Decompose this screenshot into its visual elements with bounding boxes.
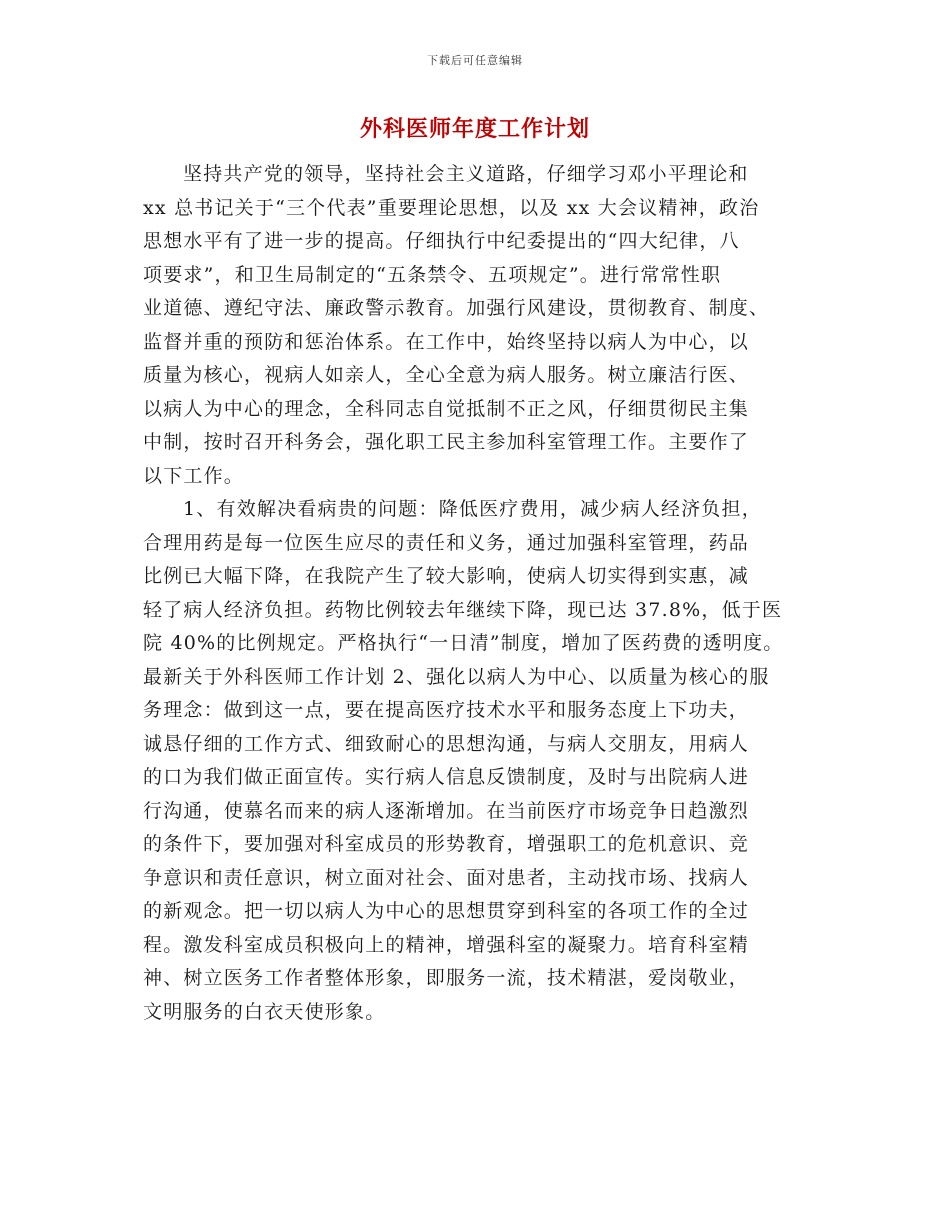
body-line: 监督并重的预防和惩治体系。在工作中，始终坚持以病人为中心，以 — [143, 330, 750, 353]
body-line: 以下工作。 — [143, 464, 245, 487]
body-line: 的新观念。把一切以病人为中心的思想贯穿到科室的各项工作的全过 — [143, 900, 750, 922]
body-line: 务理念：做到这一点，要在提高医疗技术水平和服务态度上下功夫， — [143, 699, 750, 721]
body-line: 最新关于外科医师工作计划 2、强化以病人为中心、以质量为核心的服 — [143, 665, 770, 688]
body-line: 神、树立医务工作者整体形象，即服务一流，技术精湛，爱岗敬业， — [143, 967, 750, 989]
body-line: 项要求”，和卫生局制定的“五条禁令、五项规定”。进行常常性职 — [143, 263, 722, 286]
body-line: 合理用药是每一位医生应尽的责任和义务，通过加强科室管理，药品 — [143, 531, 750, 554]
body-line: 的口为我们做正面宣传。实行病人信息反馈制度，及时与出院病人进 — [143, 766, 750, 788]
body-line: xx 总书记关于“三个代表”重要理论思想，以及 xx 大会议精神，政治 — [143, 196, 760, 219]
header-note: 下载后可任意编辑 — [427, 54, 523, 67]
body-line: 文明服务的白衣天使形象。 — [143, 1000, 386, 1023]
body-line: 轻了病人经济负担。药物比例较去年继续下降，现已达 37.8%，低于医 — [143, 598, 783, 621]
body-line: 1、有效解决看病贵的问题：降低医疗费用，减少病人经济负担， — [183, 498, 762, 520]
body-line: 中制，按时召开科务会，强化职工民主参加科室管理工作。主要作了 — [143, 431, 750, 453]
body-line: 院 40%的比例规定。严格执行“一日清”制度，增加了医药费的透明度。 — [143, 632, 784, 654]
body-line: 以病人为中心的理念，全科同志自觉抵制不正之风，仔细贯彻民主集 — [143, 397, 750, 420]
body-line: 程。激发科室成员积极向上的精神，增强科室的凝聚力。培育科室精 — [143, 933, 750, 956]
body-line: 坚持共产党的领导，坚持社会主义道路，仔细学习邓小平理论和 — [183, 163, 749, 185]
document-body — [143, 158, 843, 1029]
body-line: 思想水平有了进一步的提高。仔细执行中纪委提出的“四大纪律，八 — [143, 230, 740, 252]
body-line: 的条件下，要加强对科室成员的形势教育，增强职工的危机意识、竞 — [143, 833, 750, 855]
body-line: 质量为核心，视病人如亲人，全心全意为病人服务。树立廉洁行医、 — [143, 364, 750, 386]
body-line: 诚恳仔细的工作方式、细致耐心的思想沟通，与病人交朋友，用病人 — [143, 732, 750, 755]
body-line: 行沟通，使慕名而来的病人逐渐增加。在当前医疗市场竞争日趋激烈 — [143, 799, 750, 822]
body-line: 争意识和责任意识，树立面对社会、面对患者，主动找市场、找病人 — [143, 866, 750, 889]
body-line: 业道德、遵纪守法、廉政警示教育。加强行风建设，贯彻教育、制度、 — [143, 297, 770, 319]
document-title: 外科医师年度工作计划 — [359, 116, 590, 142]
body-line: 比例已大幅下降，在我院产生了较大影响，使病人切实得到实惠，减 — [143, 565, 750, 587]
